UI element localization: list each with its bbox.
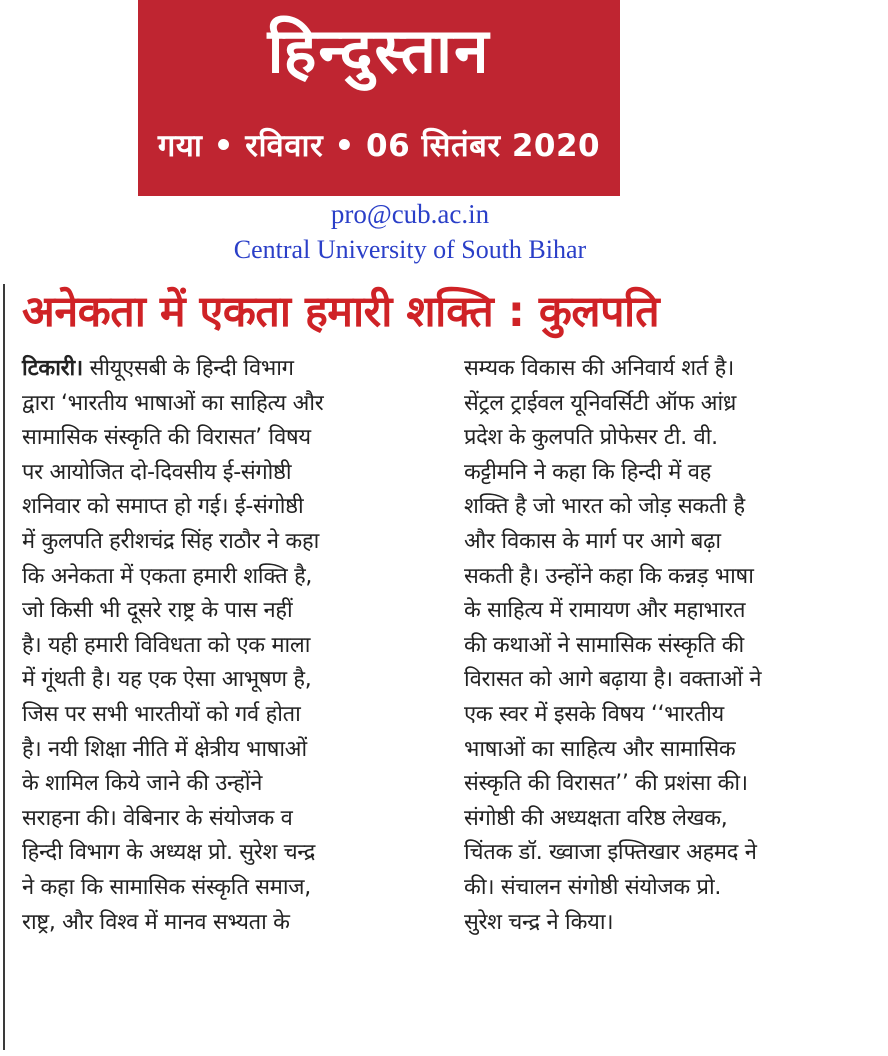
article-line: जो किसी भी दूसरे राष्ट्र के पास नहीं xyxy=(22,598,293,624)
article-line: है। यही हमारी विविधता को एक माला xyxy=(22,632,311,658)
newspaper-name: हिन्दुस्तान xyxy=(267,14,491,87)
article-first-line: सीयूएसबी के हिन्दी विभाग xyxy=(82,356,294,381)
newspaper-masthead xyxy=(138,0,620,196)
article-line: में कुलपति हरीशचंद्र सिंह राठौर ने कहा xyxy=(22,528,319,554)
article-line: सराहना की। वेबिनार के संयोजक व xyxy=(22,805,293,831)
article-line: पर आयोजित दो-दिवसीय ई-संगोष्ठी xyxy=(22,459,292,485)
article-line: सामासिक संस्कृति की विरासत’ विषय xyxy=(22,425,311,451)
article-line: सकती है। उन्होंने कहा कि कन्नड़ भाषा xyxy=(464,563,754,589)
article-line xyxy=(22,352,440,387)
article-column-left xyxy=(22,352,442,940)
article-line: संगोष्ठी की अध्यक्षता वरिष्ठ लेखक, xyxy=(464,805,728,831)
article-line: है। नयी शिक्षा नीति में क्षेत्रीय भाषाओं xyxy=(22,736,307,762)
article-line: सम्यक विकास की अनिवार्य शर्त है। xyxy=(464,356,734,381)
edition-dateline: गया • रविवार • 06 सितंबर 2020 xyxy=(157,128,601,164)
article-line: शक्ति है जो भारत को जोड़ सकती है xyxy=(464,494,745,520)
article-line: कट्टीमनि ने कहा कि हिन्दी में वह xyxy=(464,459,711,485)
column-rule xyxy=(3,284,5,1050)
university-name: Central University of South Bihar xyxy=(233,235,587,264)
article-line: संस्कृति की विरासत’’ की प्रशंसा की। xyxy=(464,771,748,797)
article-line: कि अनेकता में एकता हमारी शक्ति है, xyxy=(22,563,313,589)
article-line: जिस पर सभी भारतीयों को गर्व होता xyxy=(22,701,301,727)
article-line: शनिवार को समाप्त हो गई। ई-संगोष्ठी xyxy=(22,494,304,520)
article-line: हिन्दी विभाग के अध्यक्ष प्रो. सुरेश चन्द्र xyxy=(22,840,316,866)
article-line: की। संचालन संगोष्ठी संयोजक प्रो. xyxy=(464,874,722,900)
article-line: ने कहा कि सामासिक संस्कृति समाज, xyxy=(22,874,311,900)
article-line: भाषाओं का साहित्य और सामासिक xyxy=(464,736,736,762)
article-headline: अनेकता में एकता हमारी शक्ति : कुलपति xyxy=(22,287,660,337)
article-line: प्रदेश के कुलपति प्रोफेसर टी. वी. xyxy=(464,425,718,451)
article-line: एक स्वर में इसके विषय ‘‘भारतीय xyxy=(464,701,724,727)
article-line: द्वारा ‘भारतीय भाषाओं का साहित्य और xyxy=(22,390,324,416)
article-line: में गूंथती है। यह एक ऐसा आभूषण है, xyxy=(22,667,312,693)
article-line: विरासत को आगे बढ़ाया है। वक्ताओं ने xyxy=(464,667,762,693)
article-line: सेंट्रल ट्राईवल यूनिवर्सिटी ऑफ आंध्र xyxy=(464,390,737,416)
article-line: राष्ट्र, और विश्व में मानव सभ्यता के xyxy=(22,909,290,935)
article-line: की कथाओं ने सामासिक संस्कृति की xyxy=(464,632,744,658)
article-line: के शामिल किये जाने की उन्होंने xyxy=(22,771,263,797)
article-dateline: टिकारी। xyxy=(22,356,83,381)
article-line: के साहित्य में रामायण और महाभारत xyxy=(464,598,746,624)
article-line: और विकास के मार्ग पर आगे बढ़ा xyxy=(464,528,721,554)
article-line: चिंतक डॉ. ख्वाजा इफ्तिखार अहमद ने xyxy=(464,840,757,866)
contact-email: pro@cub.ac.in xyxy=(330,199,490,229)
article-column-right xyxy=(464,352,884,940)
article-line: सुरेश चन्द्र ने किया। xyxy=(464,909,614,935)
